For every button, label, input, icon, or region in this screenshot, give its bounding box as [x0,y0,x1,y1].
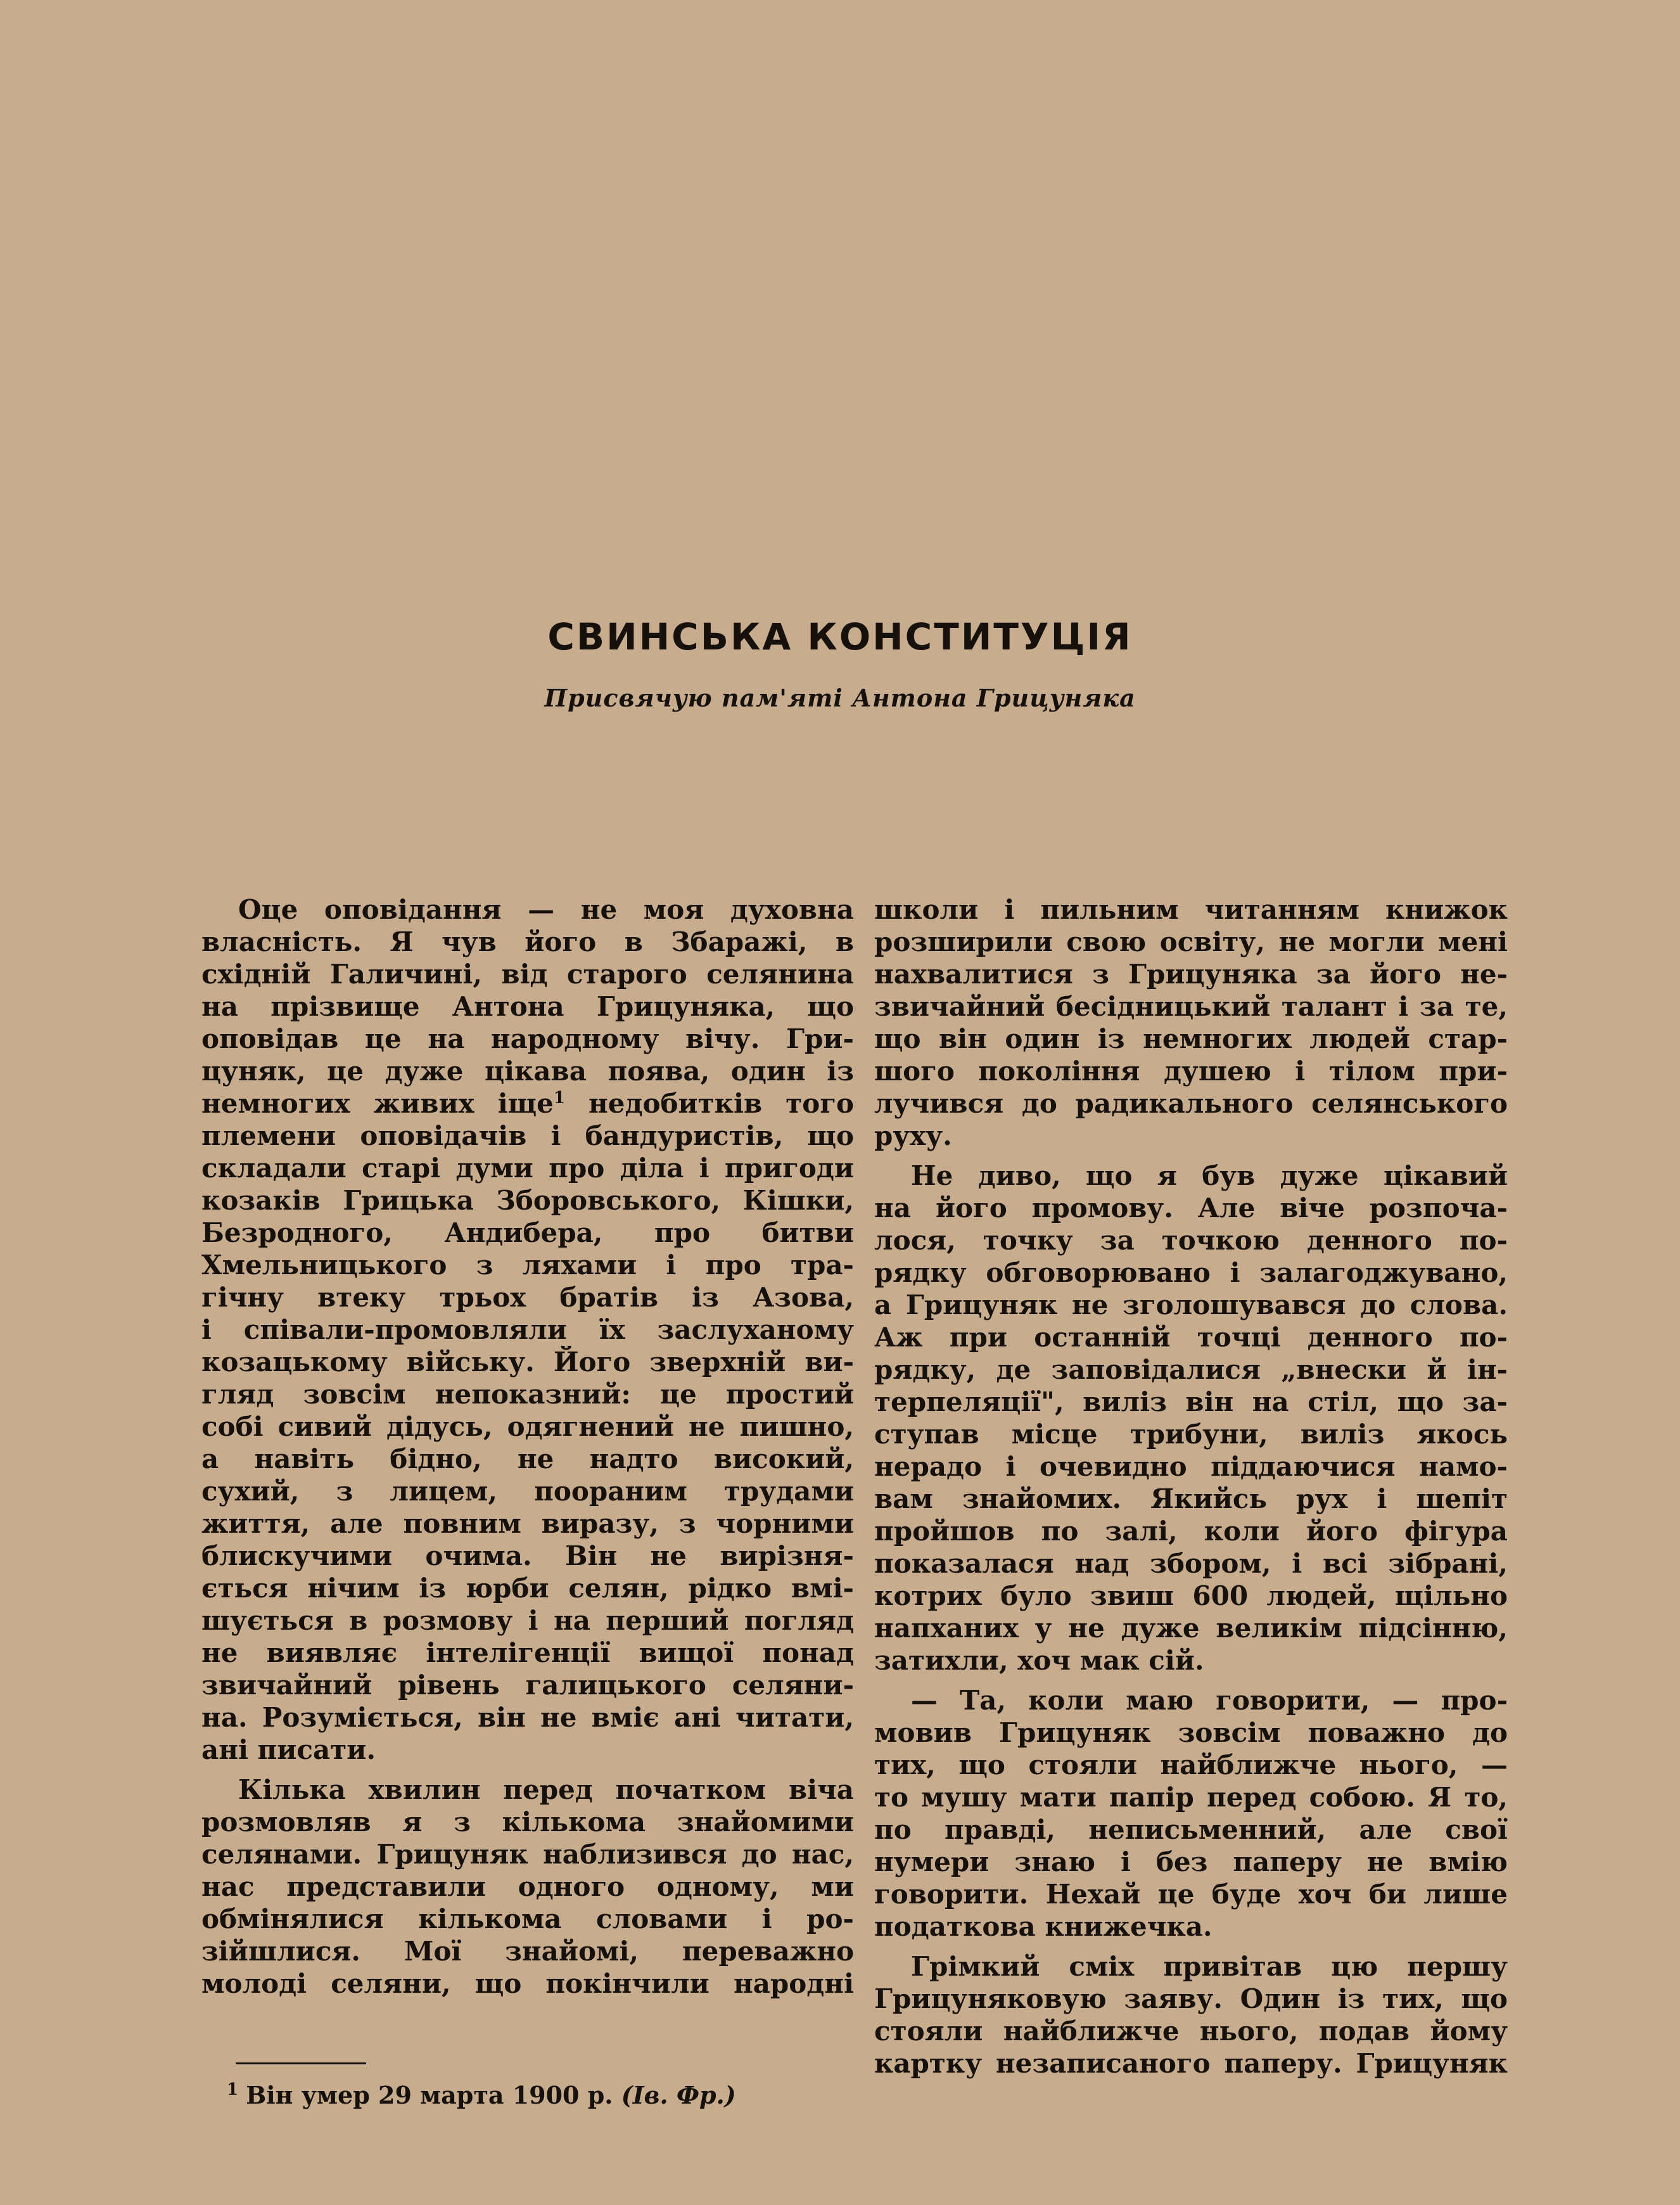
text-line-content: зійшлися. Мої знайомі, переважно [201,1936,854,1967]
text-line [874,1950,1508,1983]
text-line [874,1160,1508,1192]
text-line-content: рядку, де заповідалися „внески й ін- [874,1354,1508,1385]
text-line-content: не виявляє інтелігенції вищої понад [201,1637,854,1668]
dedication: Присвячую пам'яті Антона Грицуняка [544,684,1136,712]
text-line-content: східній Галичині, від старого селянина [201,959,854,990]
text-line [201,1870,854,1903]
text-line [201,1410,854,1443]
text-line-content: Аж при останній точці денного по- [874,1322,1508,1353]
text-line [201,1637,854,1669]
text-line [874,893,1508,926]
text-line-content: пройшов по залі, коли його фігура [874,1516,1508,1547]
text-line [201,1378,854,1410]
text-line [874,1749,1508,1781]
text-line-content: школи і пильним читанням книжок [874,894,1508,925]
text-line [874,1483,1508,1515]
text-line [201,1023,854,1055]
text-line [874,1781,1508,1813]
text-line-content: терпеляції", виліз він на стіл, що за- [874,1386,1508,1417]
text-line-content: Хмельницького з ляхами і про тра- [201,1250,854,1281]
text-line [874,1087,1508,1120]
text-line-content: затихли, хоч мак сій. [874,1645,1204,1676]
text-line-content: ється нічим із юрби селян, рідко вмі- [201,1573,854,1604]
footnote-source: (Ів. Фр.) [621,2081,736,2109]
text-line-content: а Грицуняк не зголошувався до слова. [874,1289,1508,1320]
text-line [201,1152,854,1184]
text-line [201,1507,854,1540]
text-line-content: напханих у не дуже великім підсінню, [874,1613,1508,1644]
text-line-content: по правді, неписьменний, але свої [874,1814,1508,1845]
text-line [874,990,1508,1023]
text-line-content: гляд зовсім непоказний: це простий [201,1379,854,1410]
text-line-content: Кілька хвилин перед початком віча [238,1774,854,1805]
text-line-content: гічну втеку трьох братів із Азова, [201,1282,854,1313]
text-line-content: нумери знаю і без паперу не вмію [874,1846,1508,1877]
text-line [874,1983,1508,2015]
text-line-content: нас представили одного одному, ми [201,1871,854,1902]
text-line [201,1838,854,1870]
text-line-content: розмовляв я з кількома знайомими [201,1806,854,1838]
text-line-content: цуняк, це дуже цікава поява, один із [201,1056,854,1087]
text-line-continuation: недобитків того [564,1088,854,1119]
footnote-text: Він умер 29 марта 1900 р. [246,2081,621,2109]
text-line [201,990,854,1023]
text-line-content: котрих було звиш 600 людей, щільно [874,1580,1508,1611]
text-line [201,926,854,958]
text-line-content: козаків Грицька Зборовського, Кішки, [201,1185,854,1216]
text-line [874,2047,1508,2080]
text-line-content: життя, але повним виразу, з чорними [201,1508,854,1539]
text-line [201,1806,854,1838]
footnote [227,2078,736,2112]
text-line-content: що він один із немногих людей стар- [874,1023,1508,1054]
text-line-content: племени оповідачів і бандуристів, що [201,1120,854,1151]
text-line [874,1846,1508,1878]
text-line [201,1217,854,1249]
text-line-content: молоді селяни, що покінчили народні [201,1968,854,1999]
text-line-content: лучився до радикального селянського [874,1088,1508,1119]
text-line [874,1224,1508,1256]
text-line [201,1734,854,1766]
text-line [874,1644,1508,1677]
text-line [201,893,854,926]
text-line-content: шого покоління душею і тілом при- [874,1056,1508,1087]
text-line [874,1321,1508,1353]
text-line [201,1604,854,1637]
text-line-content: рядку обговорювано і залагоджувано, [874,1257,1508,1288]
text-line [201,1701,854,1734]
text-line [874,1813,1508,1846]
text-line-content: шується в розмову і на перший погляд [201,1605,854,1636]
footnote-reference: 1 [553,1089,565,1108]
text-line [874,1684,1508,1716]
text-line [201,1346,854,1378]
text-line [201,1540,854,1572]
footnote-rule [236,2062,366,2064]
text-line-content: а навіть бідно, не надто високий, [201,1443,854,1474]
text-line-content: і співали-промовляли їх заслуханому [201,1314,854,1345]
text-line [874,1386,1508,1418]
text-line-content: немногих живих іще [201,1088,554,1119]
text-line [874,1418,1508,1450]
text-line-content: Грімкий сміх привітав цю першу [911,1951,1508,1982]
text-line-content: говорити. Нехай це буде хоч би лише [874,1879,1508,1910]
text-line-content: блискучими очима. Він не вирізня- [201,1540,854,1571]
text-line [201,1967,854,2000]
text-line [201,1443,854,1475]
text-line-content: — Та, коли маю говорити, — про- [911,1685,1508,1716]
text-line-content: показалася над збором, і всі зібрані, [874,1548,1508,1579]
text-line [874,1353,1508,1386]
text-line [201,1087,854,1120]
text-line [201,1313,854,1346]
text-line-content: на. Розуміється, він не вміє ані читати, [201,1702,854,1733]
text-line [874,1716,1508,1749]
text-line-content: Безродного, Андибера, про битви [201,1217,854,1248]
text-line-content: Оце оповідання — не моя духовна [238,894,854,925]
text-line [201,1572,854,1604]
text-line-content: податкова книжечка. [874,1911,1212,1942]
text-line-content: на прізвище Антона Грицуняка, що [201,991,854,1022]
text-line [201,1774,854,1806]
text-line [874,2015,1508,2047]
text-line [201,958,854,990]
text-line-content: селянами. Грицуняк наблизився до нас, [201,1839,854,1870]
text-column-left [201,893,854,2000]
text-line [201,1935,854,1967]
text-line [874,1580,1508,1612]
text-line-content: мовив Грицуняк зовсім поважно до [874,1717,1508,1748]
text-column-right [874,893,1508,2080]
text-line-content: звичайний рівень галицького селяни- [201,1670,854,1701]
text-line-content: картку незаписаного паперу. Грицуняк [874,2048,1508,2079]
text-line-content: лося, точку за точкою денного по- [874,1225,1508,1256]
story-title: СВИНСЬКА КОНСТИТУЦІЯ [547,615,1133,658]
text-line [201,1281,854,1313]
text-line-content: то мушу мати папір перед собою. Я то, [874,1782,1508,1813]
footnote-mark: 1 [227,2080,239,2100]
text-line [874,1878,1508,1910]
text-line-content: сухий, з лицем, поораним трудами [201,1476,854,1507]
text-line-content: нерадо і очевидно піддаючися намо- [874,1451,1508,1482]
text-line [874,958,1508,990]
text-line [201,1475,854,1507]
text-line-content: козацькому війську. Його зверхній ви- [201,1346,854,1377]
text-line [874,1120,1508,1152]
text-line-content: нахвалитися з Грицуняка за його не- [874,959,1508,990]
text-line-content: стояли найближче нього, подав йому [874,2016,1508,2047]
text-line [201,1184,854,1217]
text-line-content: розширили свою освіту, не могли мені [874,926,1508,957]
text-line-content: тих, що стояли найближче нього, — [874,1749,1508,1780]
text-line [874,1289,1508,1321]
text-line-content: на його промову. Але віче розпоча- [874,1192,1508,1224]
text-line [874,1450,1508,1483]
text-line [201,1669,854,1701]
text-line-content: Не диво, що я був дуже цікавий [911,1160,1508,1191]
text-line [201,1055,854,1087]
text-line-content: ступав місце трибуни, виліз якось [874,1419,1508,1450]
text-line [874,926,1508,958]
text-line [874,1515,1508,1547]
text-line-content: власність. Я чув його в Збаражі, в [201,926,854,957]
text-line [201,1249,854,1281]
text-line [874,1547,1508,1580]
text-line [874,1192,1508,1224]
text-line-content: руху. [874,1120,952,1151]
text-line [874,1023,1508,1055]
text-line-content: Грицуняковую заяву. Один із тих, що [874,1983,1508,2014]
text-line-content: собі сивий дідусь, одягнений не пишно, [201,1411,854,1442]
text-line-content: вам знайомих. Якийсь рух і шепіт [874,1483,1508,1514]
text-line-content: ані писати. [201,1734,376,1765]
text-line [874,1910,1508,1943]
text-line [874,1055,1508,1087]
text-line-content: оповідав це на народному вічу. Гри- [201,1023,854,1054]
text-line-content: звичайний бесідницький талант і за те, [874,991,1508,1022]
text-line [201,1903,854,1935]
text-line-content: складали старі думи про діла і пригоди [201,1153,854,1184]
text-line [201,1120,854,1152]
text-line [874,1256,1508,1289]
text-line-content: обмінялися кількома словами і ро- [201,1903,854,1934]
text-line [874,1612,1508,1644]
